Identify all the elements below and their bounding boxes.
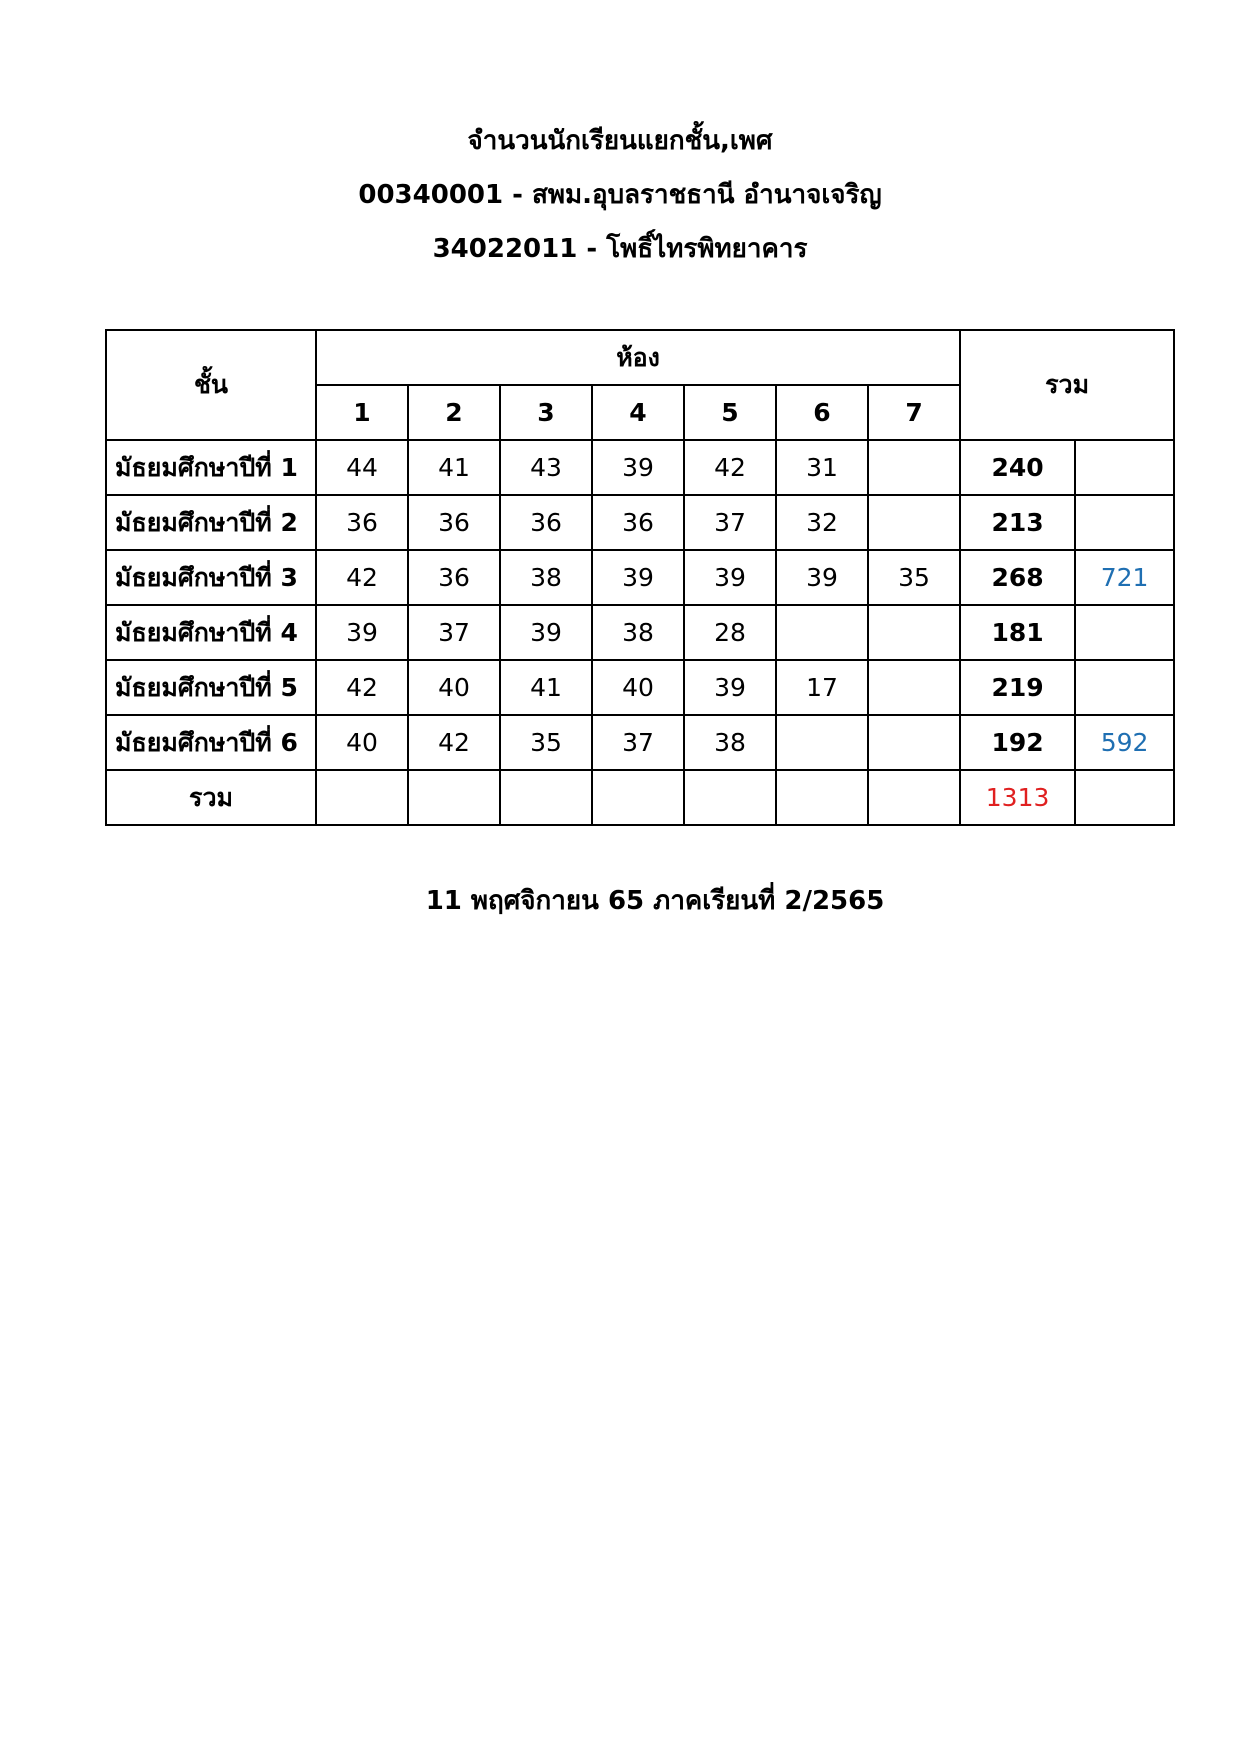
grade-label: มัธยมศึกษาปีที่ 4 (106, 605, 316, 660)
grade-total: 240 (960, 440, 1075, 495)
room-count: 39 (684, 660, 776, 715)
table-row (106, 440, 1174, 495)
level-subtotal (1075, 440, 1174, 495)
grand-total: 1313 (960, 770, 1075, 825)
grade-label: มัธยมศึกษาปีที่ 2 (106, 495, 316, 550)
room-count: 40 (316, 715, 408, 770)
room-count: 42 (408, 715, 500, 770)
room-count: 38 (500, 550, 592, 605)
grade-label: มัธยมศึกษาปีที่ 1 (106, 440, 316, 495)
grade-total: 192 (960, 715, 1075, 770)
room-count: 43 (500, 440, 592, 495)
level-subtotal: 592 (1075, 715, 1174, 770)
grade-total: 181 (960, 605, 1075, 660)
level-subtotal (1075, 495, 1174, 550)
report-date: 11 พฤศจิกายน 65 ภาคเรียนที่ 2/2565 (425, 886, 885, 916)
room-count (868, 440, 960, 495)
table-row (106, 660, 1174, 715)
room-count: 38 (592, 605, 684, 660)
room-count: 31 (776, 440, 868, 495)
room-count: 28 (684, 605, 776, 660)
document-title: จำนวนนักเรียนแยกชั้น,เพศ (467, 126, 773, 156)
grade-total: 219 (960, 660, 1075, 715)
room-number-header: 5 (684, 385, 776, 440)
grade-label: มัธยมศึกษาปีที่ 6 (106, 715, 316, 770)
room-count: 40 (408, 660, 500, 715)
table-row (106, 550, 1174, 605)
room-count: 37 (684, 495, 776, 550)
empty-cell (592, 770, 684, 825)
room-count: 42 (316, 660, 408, 715)
room-number-header: 4 (592, 385, 684, 440)
room-number-header: 2 (408, 385, 500, 440)
table-row (106, 605, 1174, 660)
room-number-header: 3 (500, 385, 592, 440)
grade-total: 268 (960, 550, 1075, 605)
room-count: 37 (408, 605, 500, 660)
sum-row (106, 770, 1174, 825)
room-count (776, 715, 868, 770)
room-number-header: 1 (316, 385, 408, 440)
room-count: 41 (408, 440, 500, 495)
room-count: 39 (776, 550, 868, 605)
room-count: 41 (500, 660, 592, 715)
total-column-header: รวม (960, 330, 1174, 440)
empty-cell (316, 770, 408, 825)
grade-total: 213 (960, 495, 1075, 550)
grade-label: มัธยมศึกษาปีที่ 5 (106, 660, 316, 715)
student-count-table (105, 329, 1175, 826)
empty-cell (868, 770, 960, 825)
empty-cell (1075, 770, 1174, 825)
sum-row-label: รวม (106, 770, 316, 825)
office-line: 00340001 - สพม.อุบลราชธานี อำนาจเจริญ (358, 180, 882, 210)
room-count: 40 (592, 660, 684, 715)
room-count: 17 (776, 660, 868, 715)
room-count: 38 (684, 715, 776, 770)
level-subtotal: 721 (1075, 550, 1174, 605)
room-count: 36 (592, 495, 684, 550)
room-count (868, 660, 960, 715)
room-count: 36 (500, 495, 592, 550)
room-count: 36 (316, 495, 408, 550)
table-row (106, 715, 1174, 770)
room-count (776, 605, 868, 660)
level-subtotal (1075, 660, 1174, 715)
room-count: 39 (592, 440, 684, 495)
room-number-header: 6 (776, 385, 868, 440)
grade-label: มัธยมศึกษาปีที่ 3 (106, 550, 316, 605)
room-count: 35 (500, 715, 592, 770)
room-number-header: 7 (868, 385, 960, 440)
room-count: 36 (408, 495, 500, 550)
room-count: 37 (592, 715, 684, 770)
room-column-header: ห้อง (316, 330, 960, 385)
room-count: 32 (776, 495, 868, 550)
level-subtotal (1075, 605, 1174, 660)
header-row-1 (106, 330, 1174, 385)
empty-cell (776, 770, 868, 825)
room-count: 39 (684, 550, 776, 605)
room-count: 39 (592, 550, 684, 605)
empty-cell (408, 770, 500, 825)
room-count (868, 715, 960, 770)
room-count: 39 (500, 605, 592, 660)
room-count: 35 (868, 550, 960, 605)
room-count (868, 605, 960, 660)
room-count (868, 495, 960, 550)
room-count: 42 (316, 550, 408, 605)
school-line: 34022011 - โพธิ์ไทรพิทยาคาร (432, 234, 808, 264)
empty-cell (500, 770, 592, 825)
table-row (106, 495, 1174, 550)
grade-column-header: ชั้น (106, 330, 316, 440)
room-count: 42 (684, 440, 776, 495)
room-count: 44 (316, 440, 408, 495)
room-count: 39 (316, 605, 408, 660)
room-count: 36 (408, 550, 500, 605)
empty-cell (684, 770, 776, 825)
